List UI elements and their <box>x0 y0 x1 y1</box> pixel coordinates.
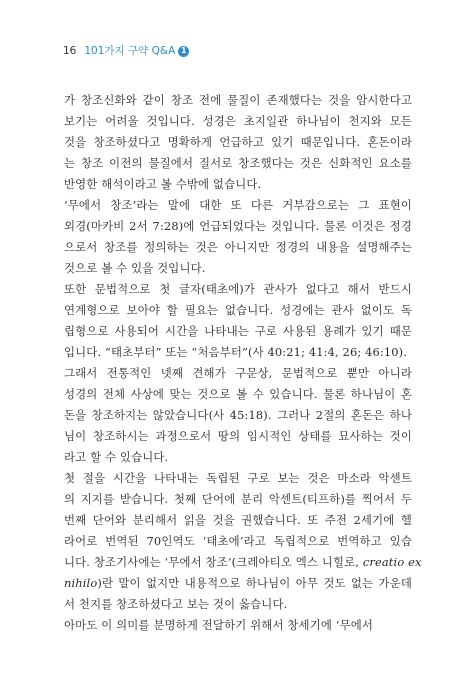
body-line: 입니다. “태초부터” 또는 “처음부터”(사 40:21; 41:4, 26; 46:10). <box>64 345 408 359</box>
body-line: 것을 창조하셨다고 명확하게 언급하고 있기 때문입니다. 혼돈이라 <box>64 135 412 149</box>
body-line: 서 천지를 창조하셨다고 보는 것이 옳습니다. <box>64 597 288 611</box>
running-header <box>63 44 189 58</box>
body-line: nihilo)란 말이 없지만 내용적으로 하나님이 아무 것도 없는 가운데 <box>64 576 412 590</box>
body-line: 으로서 창조를 정의하는 것은 아니지만 정경의 내용을 설명해주는 <box>64 240 412 254</box>
body-line: 보기는 어려울 것입니다. 성경은 초지일관 하나님이 천지와 모든 <box>64 114 412 128</box>
page-number: 16 <box>63 45 77 57</box>
body-line: 번째 단어와 분리해서 읽을 것을 권했습니다. 또 주전 2세기에 헬 <box>64 513 412 527</box>
body-line: 돈을 창조하지는 않았습니다(사 45:18). 그러나 2절의 혼돈은 하나 <box>64 408 412 422</box>
body-line: 립형으로 사용되어 시간을 나타내는 구로 사용된 용례가 있기 때문 <box>64 324 412 338</box>
body-line: 그래서 전통적인 넷째 견해가 구문상, 문법적으로 뿐만 아니라 <box>64 366 412 380</box>
body-line: 님이 창조하시는 과정으로서 땅의 임시적인 상태를 묘사하는 것이 <box>64 429 412 443</box>
book-title <box>84 44 189 58</box>
body-line: 는 창조 이전의 물질에서 질서로 창조했다는 것은 신화적인 요소를 <box>64 156 412 170</box>
body-line: 외경(마카비 2서 7:28)에 언급되었다는 것입니다. 물론 이것은 정경 <box>64 219 412 233</box>
book-title-text: 101가지 구약 Q&A <box>84 45 176 57</box>
body-line: 또한 문법적으로 첫 글자(태초에)가 관사가 없다고 해서 반드시 <box>64 282 412 296</box>
page-body <box>64 90 422 636</box>
body-line: 라고 할 수 있습니다. <box>64 450 169 464</box>
body-line: ‘무에서 창조’라는 말에 대한 또 다른 거부감으로는 그 표현이 <box>64 198 412 212</box>
body-line: 가 창조신화와 같이 창조 전에 물질이 존재했다는 것을 암시한다고 <box>64 93 412 107</box>
volume-badge-icon: 1 <box>178 46 189 57</box>
body-line: 니다. 창조기사에는 ‘무에서 창조’(크레아티오 엑스 니힐로, creatio ex <box>64 555 422 569</box>
body-line: 첫 절을 시간을 나타내는 독립된 구로 보는 것은 마소라 악센트 <box>64 471 412 485</box>
body-line: 연계형으로 보아야 할 필요는 없습니다. 성경에는 관사 없이도 독 <box>64 303 412 317</box>
body-line: 것으로 볼 수 있을 것입니다. <box>64 261 206 275</box>
body-line: 성경의 전체 사상에 맞는 것으로 볼 수 있습니다. 물론 하나님이 혼 <box>64 387 412 401</box>
body-line: 반영한 해석이라고 볼 수밖에 없습니다. <box>64 177 262 191</box>
body-line: 아마도 이 의미를 분명하게 전달하기 위해서 창세기에 ‘무에서 <box>64 618 374 632</box>
body-line: 의 지지를 받습니다. 첫째 단어에 분리 악센트(티프하)를 찍어서 두 <box>64 492 412 506</box>
body-line: 라어로 번역된 70인역도 ‘태초에’라고 독립적으로 번역하고 있습 <box>64 534 412 548</box>
